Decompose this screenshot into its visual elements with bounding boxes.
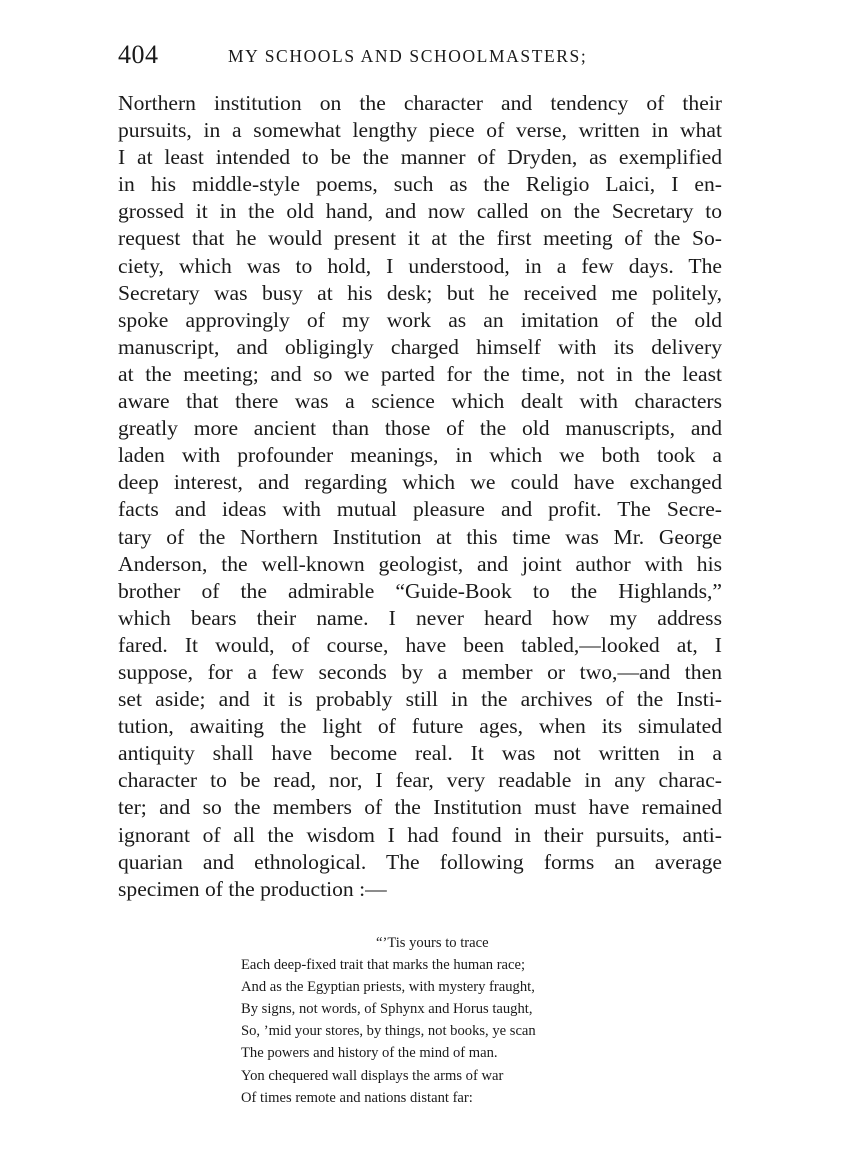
- verse-line: Of times remote and nations distant far:: [241, 1089, 473, 1106]
- page-number: 404: [118, 40, 159, 69]
- text-line: set aside; and it is probably still in the archives of the Insti-: [118, 687, 722, 712]
- text-line: which bears their name. I never heard how my address: [118, 605, 722, 630]
- text-line: spoke approvingly of my work as an imitation of the old: [118, 307, 722, 332]
- verse-line: Each deep-fixed trait that marks the human race;: [241, 957, 526, 974]
- text-line: ciety, which was to hold, I understood, in a few days. The: [118, 253, 722, 278]
- text-line: Secretary was busy at his desk; but he received me politely,: [118, 280, 722, 305]
- text-line: manuscript, and obligingly charged himself with its delivery: [118, 334, 722, 359]
- verse-line: Yon chequered wall displays the arms of war: [241, 1067, 504, 1084]
- verse-quotation: [241, 932, 611, 1109]
- text-line: pursuits, in a somewhat lengthy piece of verse, written in what: [118, 118, 722, 143]
- running-head: MY SCHOOLS AND SCHOOLMASTERS;: [228, 46, 588, 66]
- text-line: tary of the Northern Institution at this time was Mr. George: [118, 524, 722, 549]
- verse-line: The powers and history of the mind of man.: [241, 1045, 498, 1062]
- text-line: brother of the admirable “Guide-Book to the Highlands,”: [118, 578, 722, 603]
- text-line: antiquity shall have become real. It was not written in a: [118, 741, 722, 766]
- text-line: I at least intended to be the manner of Dryden, as exemplified: [118, 145, 722, 170]
- text-line: tution, awaiting the light of future ages, when its simulated: [118, 714, 722, 739]
- verse-line: “’Tis yours to trace: [376, 935, 489, 951]
- text-line: in his middle-style poems, such as the Religio Laici, I en-: [118, 172, 722, 197]
- text-line: request that he would present it at the first meeting of the So-: [118, 226, 722, 251]
- text-line: specimen of the production :—: [118, 876, 387, 901]
- text-line: ter; and so the members of the Institution must have remained: [118, 795, 722, 820]
- verse-line: And as the Egyptian priests, with mystery fraught,: [241, 979, 535, 996]
- text-line: ignorant of all the wisdom I had found in their pursuits, anti-: [118, 822, 722, 847]
- text-line: Northern institution on the character and tendency of their: [118, 91, 722, 115]
- text-line: fared. It would, of course, have been tabled,—looked at, I: [118, 632, 722, 657]
- verse-line: By signs, not words, of Sphynx and Horus taught,: [241, 1001, 533, 1018]
- body-paragraph: [118, 90, 722, 903]
- text-line: facts and ideas with mutual pleasure and profit. The Secre-: [118, 497, 722, 522]
- text-line: aware that there was a science which dealt with characters: [118, 389, 722, 414]
- text-line: deep interest, and regarding which we could have exchanged: [118, 470, 722, 495]
- text-line: greatly more ancient than those of the old manuscripts, and: [118, 416, 722, 441]
- text-line: character to be read, nor, I fear, very readable in any charac-: [118, 768, 722, 793]
- text-line: Anderson, the well-known geologist, and joint author with his: [118, 551, 722, 576]
- text-line: at the meeting; and so we parted for the time, not in the least: [118, 361, 722, 386]
- text-line: quarian and ethnological. The following forms an average: [118, 849, 722, 874]
- verse-line: So, ’mid your stores, by things, not books, ye scan: [241, 1023, 536, 1040]
- text-line: suppose, for a few seconds by a member or two,—and then: [118, 659, 722, 684]
- page-header: [118, 38, 728, 72]
- text-line: grossed it in the old hand, and now called on the Secretary to: [118, 199, 722, 224]
- text-line: laden with profounder meanings, in which we both took a: [118, 443, 722, 468]
